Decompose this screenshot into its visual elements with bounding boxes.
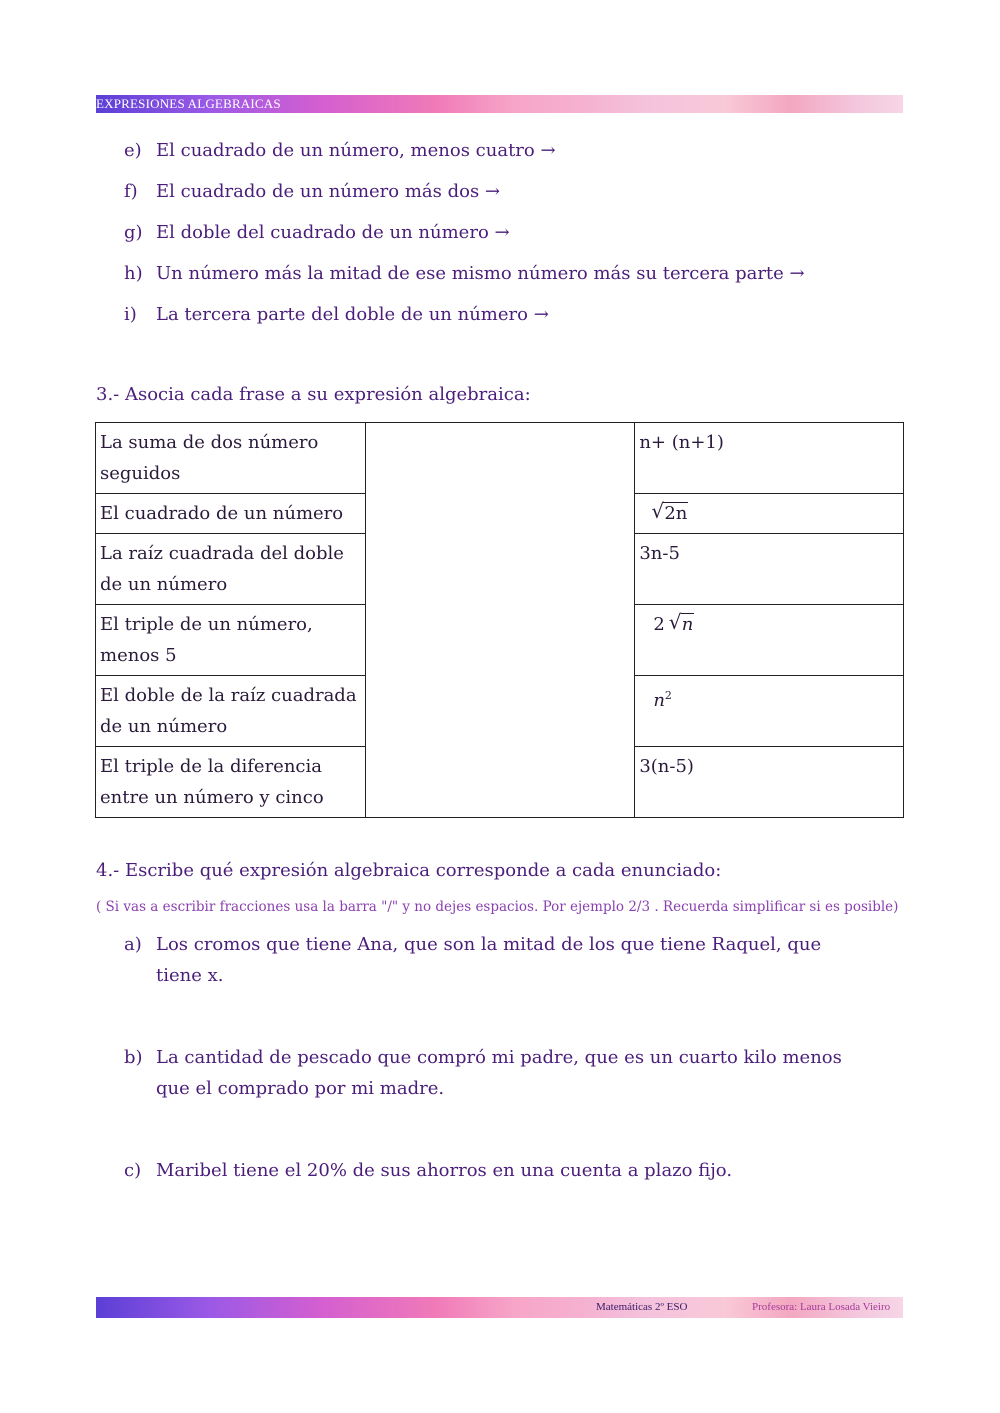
item-label: h) [124, 263, 143, 284]
phrase-cell: La suma de dos número seguidos [96, 423, 366, 494]
footer-band [96, 1297, 903, 1318]
power-exponent: 2 [664, 689, 672, 702]
radical-sign: √ [668, 610, 682, 634]
phrase-cell: El triple de un número, menos 5 [96, 605, 366, 676]
header-band [96, 95, 903, 113]
exercise-list-section4 [124, 929, 856, 1186]
expression-text: 3n-5 [639, 543, 680, 564]
expression-cell[interactable] [635, 605, 904, 676]
power-base: n [653, 690, 665, 711]
list-item [124, 929, 856, 991]
list-item [124, 1042, 856, 1104]
match-area[interactable] [365, 423, 635, 818]
list-item [124, 1155, 856, 1186]
header-title: EXPRESIONES ALGEBRAICAS [96, 96, 281, 111]
item-label: e) [124, 140, 142, 161]
phrase-cell: El cuadrado de un número [96, 494, 366, 534]
radicand: 2n [664, 503, 688, 524]
association-table [95, 422, 904, 818]
item-text: El cuadrado de un número más dos → [156, 181, 500, 202]
expression-cell[interactable] [635, 747, 904, 818]
section3-title: 3.- Asocia cada frase a su expresión algebraica: [96, 384, 531, 405]
item-text: El doble del cuadrado de un número → [156, 222, 510, 243]
expression-text: n+ (n+1) [639, 432, 724, 453]
footer-subject: Matemáticas 2º ESO [596, 1301, 688, 1313]
item-text: Maribel tiene el 20% de sus ahorros en una cuenta a plazo fijo. [156, 1160, 733, 1181]
list-item [124, 135, 805, 166]
item-text: Un número más la mitad de ese mismo número más su tercera parte → [156, 263, 805, 284]
item-label: b) [124, 1047, 143, 1068]
section4-note: ( Si vas a escribir fracciones usa la barra "/" y no dejes espacios. Por ejemplo 2/3 . Recuerda simplificar si es posible) [96, 899, 899, 915]
expression-cell[interactable] [635, 494, 904, 534]
item-text: La tercera parte del doble de un número → [156, 304, 549, 325]
expression-cell[interactable] [635, 676, 904, 747]
phrase-cell: El doble de la raíz cuadrada de un número [96, 676, 366, 747]
sqrt-expression [651, 498, 688, 529]
item-label: f) [124, 181, 138, 202]
table-row [96, 423, 904, 494]
section4-title: 4.- Escribe qué expresión algebraica corresponde a cada enunciado: [96, 860, 722, 881]
list-item [124, 258, 805, 289]
sqrt-expression [669, 609, 695, 640]
expression-cell[interactable] [635, 423, 904, 494]
item-text: El cuadrado de un número, menos cuatro → [156, 140, 556, 161]
item-label: a) [124, 934, 142, 955]
exercise-list-top [124, 135, 805, 340]
radicand: n [681, 614, 694, 635]
coefficient: 2 [653, 614, 665, 635]
list-item [124, 217, 805, 248]
list-item [124, 176, 805, 207]
item-label: g) [124, 222, 143, 243]
footer-teacher: Profesora: Laura Losada Vieiro [752, 1301, 891, 1313]
item-label: c) [124, 1160, 142, 1181]
list-item [124, 299, 805, 330]
phrase-cell: La raíz cuadrada del doble de un número [96, 534, 366, 605]
expression-text: 3(n-5) [639, 756, 694, 777]
radical-sign: √ [651, 499, 665, 523]
phrase-cell: El triple de la diferencia entre un número y cinco [96, 747, 366, 818]
item-label: i) [124, 304, 137, 325]
expression-cell[interactable] [635, 534, 904, 605]
item-text: La cantidad de pescado que compró mi padre, que es un cuarto kilo menos que el comprado por mi madre. [156, 1047, 842, 1099]
item-text: Los cromos que tiene Ana, que son la mitad de los que tiene Raquel, que tiene x. [156, 934, 822, 986]
